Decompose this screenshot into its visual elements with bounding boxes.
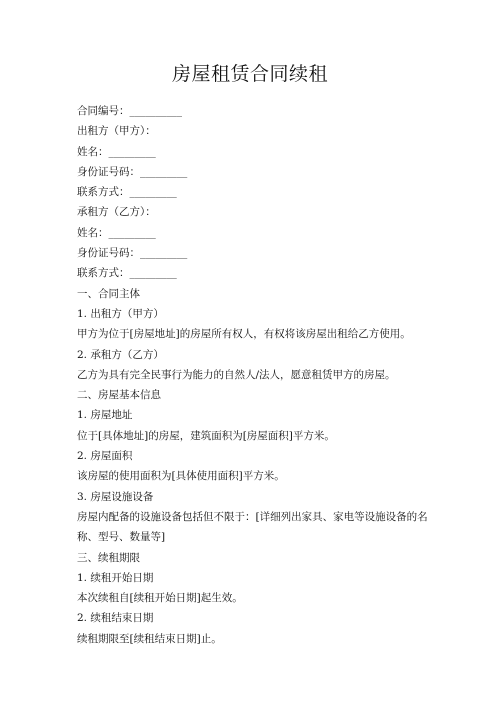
section-1-heading: 一、合同主体 [77,287,140,300]
section-1-item-1: 1. 出租方（甲方） [77,307,164,320]
section-2-item-1: 1. 房屋地址 [77,409,133,422]
section-3-paragraph-2: 续租期限至[续租结束日期]止。 [77,632,222,645]
lessee-contact-line: 联系方式：_________ [77,267,177,280]
lessee-heading: 承租方（乙方）： [77,206,156,219]
section-1-paragraph-1: 甲方为位于[房屋地址]的房屋所有权人，有权将该房屋出租给乙方使用。 [77,328,411,341]
section-2-paragraph-3: 房屋内配备的设施设备包括但不限于：[详细列出家具、家电等设施设备的名称、型号、数量等] [77,510,428,544]
section-3-heading: 三、续租期限 [77,551,140,564]
section-1-paragraph-2: 乙方为具有完全民事行为能力的自然人/法人，愿意租赁甲方的房屋。 [77,368,396,381]
document-title: 房屋租赁合同续租 [171,63,328,85]
section-3-paragraph-1: 本次续租自[续租开始日期]起生效。 [77,592,243,605]
section-2-item-3: 3. 房屋设施设备 [77,490,154,503]
lessee-name-line: 姓名：_________ [77,226,156,239]
section-2-paragraph-2: 该房屋的使用面积为[具体使用面积]平方米。 [77,470,285,483]
lessor-id-line: 身份证号码：_________ [77,165,188,178]
section-2-paragraph-1: 位于[具体地址]的房屋，建筑面积为[房屋面积]平方米。 [77,429,335,442]
document-body [77,101,437,649]
section-3-item-1: 1. 续租开始日期 [77,571,154,584]
section-2-item-2: 2. 房屋面积 [77,450,133,463]
section-1-item-2: 2. 承租方（乙方） [77,348,164,361]
section-2-heading: 二、房屋基本信息 [77,389,161,402]
section-3-item-2: 2. 续租结束日期 [77,612,154,625]
contract-number-line: 合同编号：__________ [77,105,182,117]
lessor-heading: 出租方（甲方）： [77,125,156,138]
lessor-name-line: 姓名：_________ [77,145,156,158]
lessor-contact-line: 联系方式：_________ [77,186,177,199]
lessee-id-line: 身份证号码：_________ [77,247,188,260]
